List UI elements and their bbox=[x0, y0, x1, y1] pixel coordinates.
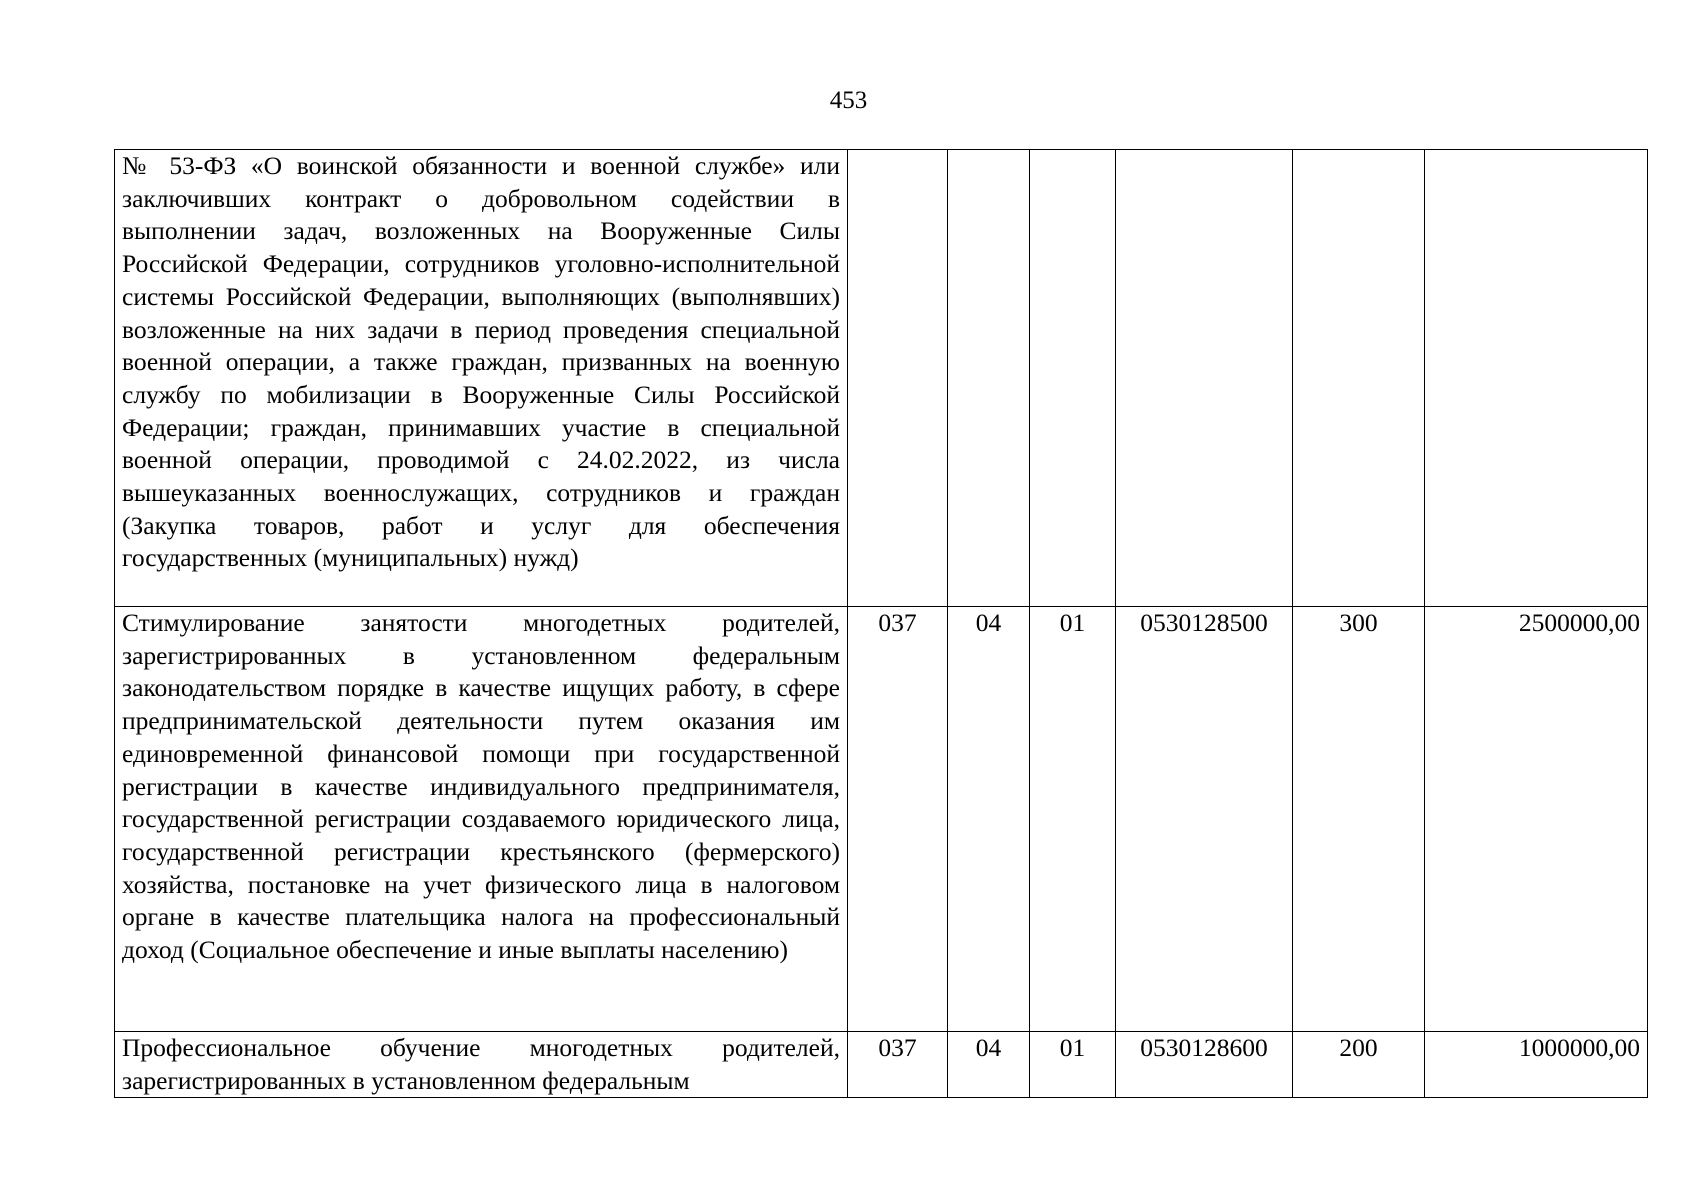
ministry-code-cell: 037 bbox=[848, 607, 948, 1032]
budget-table bbox=[114, 149, 1648, 1098]
amount-cell: 2500000,00 bbox=[1425, 607, 1648, 1032]
ministry-code-cell bbox=[848, 150, 948, 607]
row-description-cell bbox=[115, 1032, 848, 1098]
row-description: Стимулирование занятости многодетных родителей, зарегистрированных в установленном федеральным законодательством порядке в качестве ищущих работу, в сфере предпринимательской деятельности путем оказания им единовременной финансовой помощи при государственной регистрации в качестве индивидуального предпринимателя, государственной регистрации создаваемого юридического лица, государственной регистрации крестьянского (фермерского) хозяйства, постановке на учет физического лица в налоговом органе в качестве плательщика налога на профессиональный доход (Социальное обеспечение и иные выплаты населению) bbox=[122, 608, 840, 965]
page-number: 453 bbox=[829, 87, 868, 114]
section-code-cell bbox=[948, 150, 1030, 607]
subsection-code-cell: 01 bbox=[1030, 607, 1116, 1032]
amount-cell bbox=[1425, 150, 1648, 607]
section-code-cell: 04 bbox=[948, 607, 1030, 1032]
expense-type-cell: 200 bbox=[1293, 1032, 1425, 1098]
row-description-cell bbox=[115, 150, 848, 607]
subsection-code-cell bbox=[1030, 150, 1116, 607]
expense-type-cell bbox=[1293, 150, 1425, 607]
row-description: № 53-ФЗ «О воинской обязанности и военной службе» или заключивших контракт о добровольном содействии в выполнении задач, возложенных на Вооруженные Силы Российской Федерации, сотрудников уголовно-исполнительной системы Российской Федерации, выполняющих (выполнявших) возложенные на них задачи в период проведения специальной военной операции, а также граждан, призванных на военную службу по мобилизации в Вооруженные Силы Российской Федерации; граждан, принимавших участие в специальной военной операции, проводимой с 24.02.2022, из числа вышеуказанных военнослужащих, сотрудников и граждан (Закупка товаров, работ и услуг для обеспечения государственных (муниципальных) нужд) bbox=[122, 151, 840, 573]
target-article-cell: 0530128600 bbox=[1116, 1032, 1293, 1098]
target-article-cell: 0530128500 bbox=[1116, 607, 1293, 1032]
expense-type-cell: 300 bbox=[1293, 607, 1425, 1032]
subsection-code-cell: 01 bbox=[1030, 1032, 1116, 1098]
table-row bbox=[115, 1032, 1648, 1098]
row-description-cell bbox=[115, 607, 848, 1032]
table-row bbox=[115, 150, 1648, 607]
section-code-cell: 04 bbox=[948, 1032, 1030, 1098]
ministry-code-cell: 037 bbox=[848, 1032, 948, 1098]
row-description: Профессиональное обучение многодетных родителей, зарегистрированных в установленном федеральным bbox=[122, 1033, 840, 1095]
target-article-cell bbox=[1116, 150, 1293, 607]
amount-cell: 1000000,00 bbox=[1425, 1032, 1648, 1098]
table-row bbox=[115, 607, 1648, 1032]
